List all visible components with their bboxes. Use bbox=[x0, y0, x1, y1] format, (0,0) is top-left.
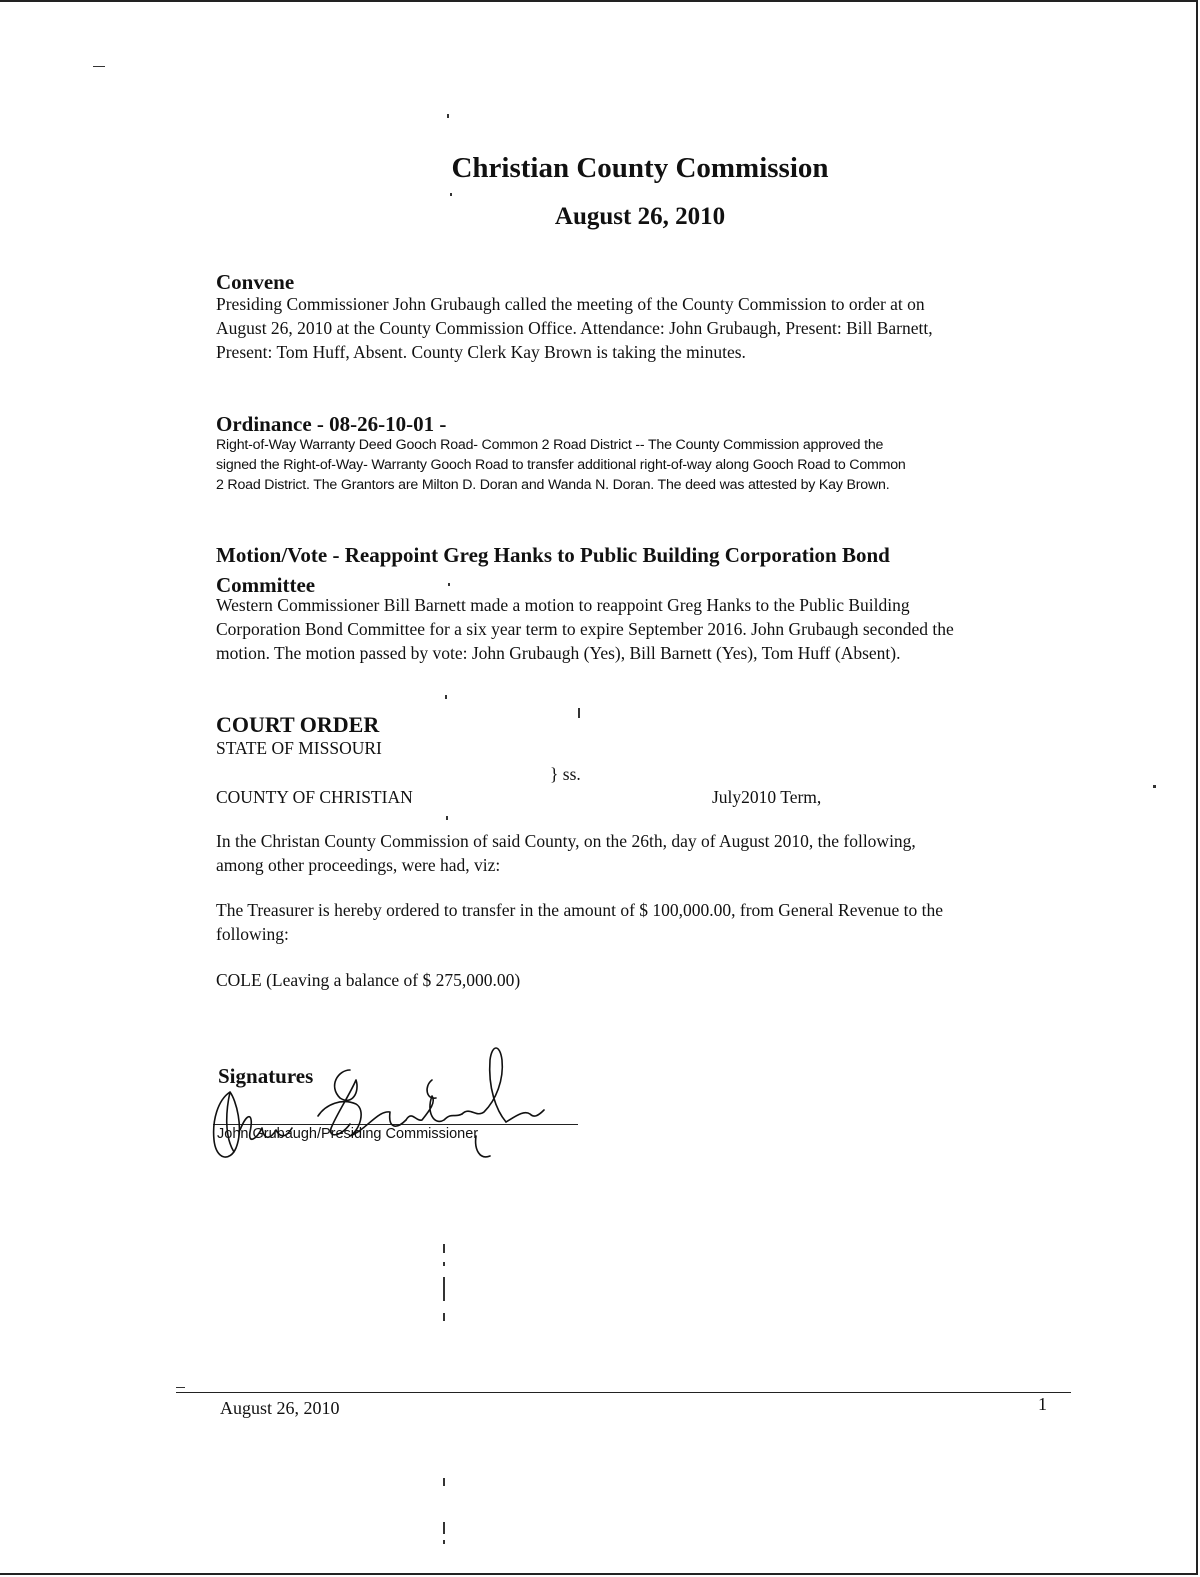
scan-speck bbox=[443, 1262, 445, 1266]
motion-heading-line: Committee bbox=[216, 573, 316, 597]
scan-speck bbox=[445, 695, 447, 699]
scan-speck bbox=[448, 583, 450, 586]
motion-line: motion. The motion passed by vote: John Grubaugh (Yes), Bill Barnett (Yes), Tom Huff (Absent). bbox=[216, 643, 901, 663]
ordinance-line: Right-of-Way Warranty Deed Gooch Road- Common 2 Road District -- The County Commission approved the bbox=[216, 437, 884, 453]
signatures-heading: Signatures bbox=[218, 1064, 314, 1088]
handwritten-signature bbox=[200, 1040, 560, 1170]
scan-speck bbox=[578, 708, 580, 718]
ss-bracket: } ss. bbox=[550, 764, 581, 784]
convene-line: August 26, 2010 at the County Commission Office. Attendance: John Grubaugh, Present: Bill Barnett, bbox=[216, 318, 933, 338]
ordinance-paragraph bbox=[216, 435, 1116, 495]
scan-speck bbox=[447, 114, 449, 118]
scan-speck bbox=[443, 1244, 445, 1253]
transfer-paragraph bbox=[216, 898, 1116, 946]
motion-paragraph bbox=[216, 593, 1116, 665]
scan-speck bbox=[446, 816, 448, 820]
motion-heading bbox=[216, 540, 890, 600]
convene-paragraph bbox=[216, 292, 1096, 364]
scan-speck bbox=[93, 66, 105, 67]
scan-speck bbox=[443, 1313, 445, 1321]
scan-speck bbox=[176, 1387, 185, 1388]
convene-heading: Convene bbox=[216, 270, 295, 294]
footer-date: August 26, 2010 bbox=[220, 1398, 340, 1418]
proceedings-line: among other proceedings, were had, viz: bbox=[216, 855, 501, 875]
scan-speck bbox=[443, 1522, 445, 1534]
page-title: Christian County Commission bbox=[451, 152, 829, 184]
motion-heading-line: Motion/Vote - Reappoint Greg Hanks to Public Building Corporation Bond bbox=[216, 543, 890, 567]
motion-line: Corporation Bond Committee for a six year term to expire September 2016. John Grubaugh seconded the bbox=[216, 619, 954, 639]
transfer-line: following: bbox=[216, 924, 289, 944]
proceedings-paragraph bbox=[216, 829, 1116, 877]
ordinance-line: 2 Road District. The Grantors are Milton D. Doran and Wanda N. Doran. The deed was attested by Kay Brown. bbox=[216, 477, 890, 493]
convene-line: Present: Tom Huff, Absent. County Clerk Kay Brown is taking the minutes. bbox=[216, 342, 746, 362]
ordinance-line: signed the Right-of-Way- Warranty Gooch Road to transfer additional right-of-way along Gooch Road to Common bbox=[216, 457, 906, 473]
footer-rule bbox=[176, 1392, 1071, 1393]
scan-speck bbox=[443, 1277, 445, 1301]
term-label: July2010 Term, bbox=[712, 787, 822, 807]
county-label: COUNTY OF CHRISTIAN bbox=[216, 787, 413, 807]
cole-line: COLE (Leaving a balance of $ 275,000.00) bbox=[216, 970, 521, 990]
signer-caption: John Grubaugh/Presiding Commissioner bbox=[217, 1126, 479, 1142]
scan-speck bbox=[443, 1478, 445, 1486]
scan-speck bbox=[1153, 785, 1156, 788]
transfer-line: The Treasurer is hereby ordered to transfer in the amount of $ 100,000.00, from General Revenue to the bbox=[216, 900, 944, 920]
convene-line: Presiding Commissioner John Grubaugh called the meeting of the County Commission to order at on bbox=[216, 294, 925, 314]
motion-line: Western Commissioner Bill Barnett made a motion to reappoint Greg Hanks to the Public Building bbox=[216, 595, 910, 615]
scan-speck bbox=[450, 193, 452, 196]
state-label: STATE OF MISSOURI bbox=[216, 738, 382, 758]
proceedings-line: In the Christan County Commission of said County, on the 26th, day of August 2010, the following, bbox=[216, 831, 916, 851]
scan-speck bbox=[443, 1540, 445, 1544]
meeting-date: August 26, 2010 bbox=[554, 203, 726, 230]
court-order-heading: COURT ORDER bbox=[216, 712, 380, 737]
ordinance-heading: Ordinance - 08-26-10-01 - bbox=[216, 412, 447, 436]
page-number: 1 bbox=[1038, 1394, 1047, 1414]
